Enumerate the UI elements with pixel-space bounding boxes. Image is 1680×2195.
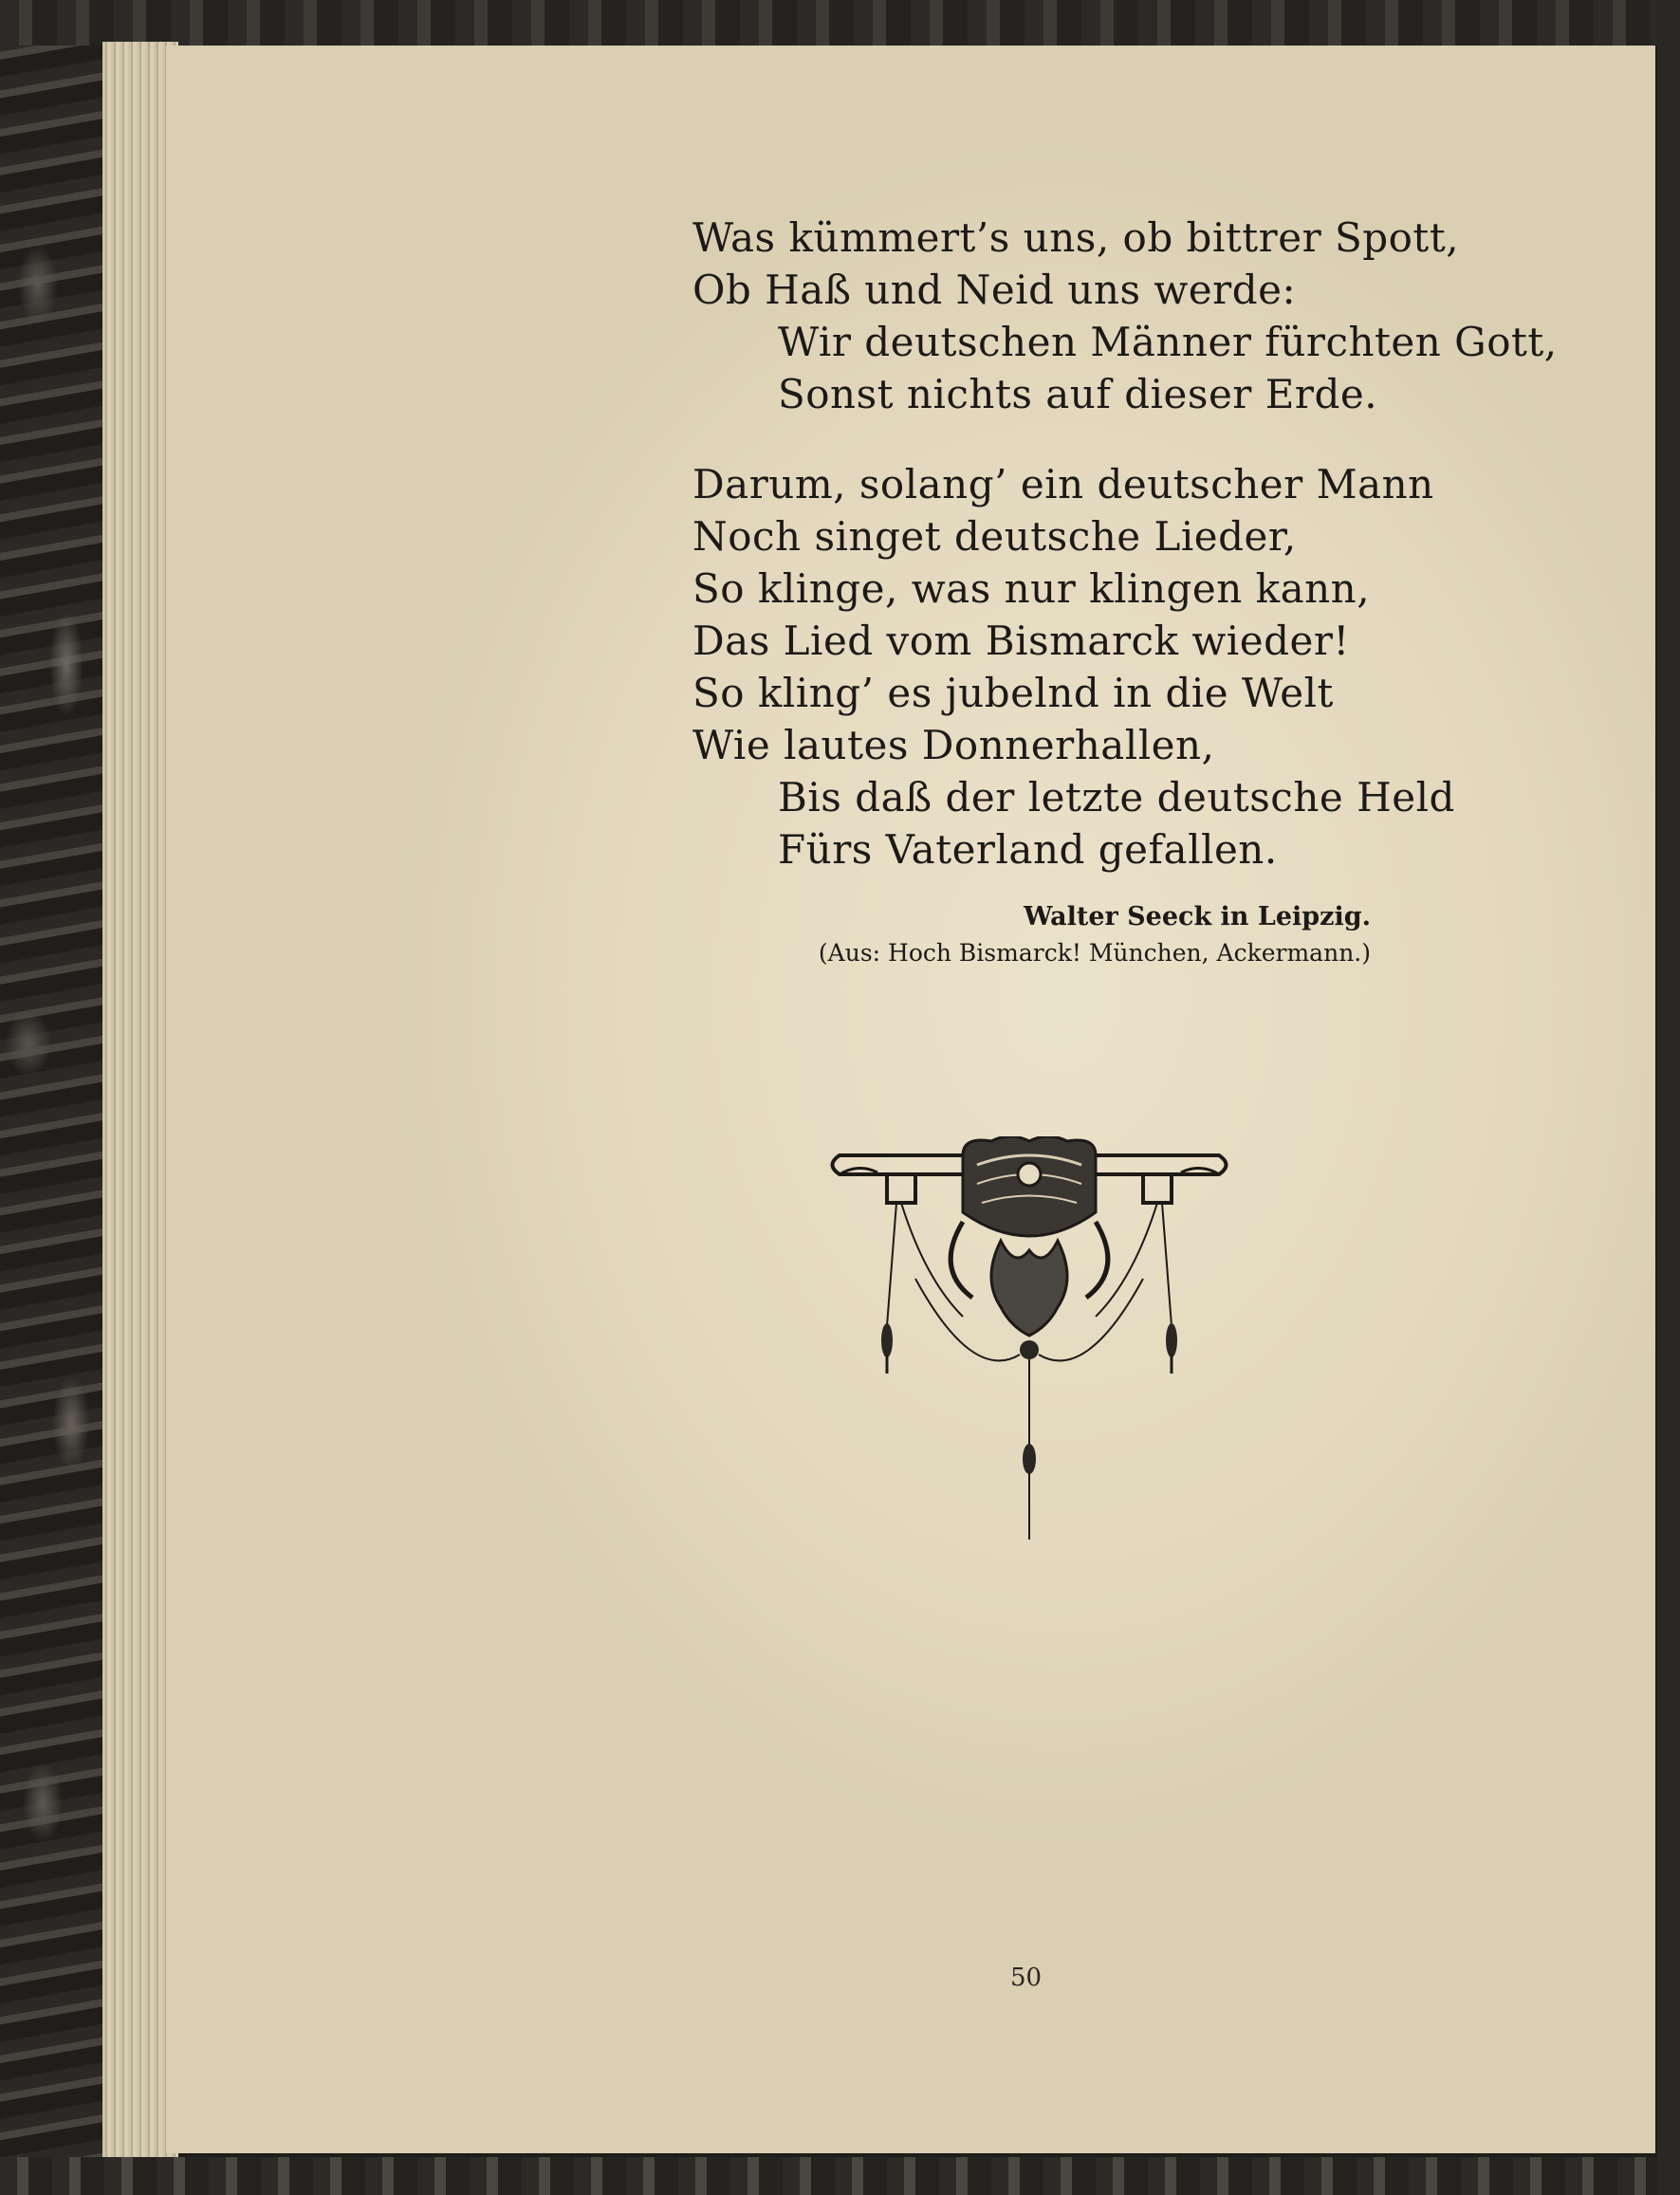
poem-line: Ob Haß und Neid uns werde: [692,267,1297,313]
poem-line: Darum, solang’ ein deutscher Mann [692,461,1434,507]
poem-line: Das Lied vom Bismarck wieder! [692,618,1350,664]
poem-line: Fürs Vaterland gefallen. [778,826,1278,873]
author-credit: Walter Seeck in Leipzig. [1024,902,1371,931]
poem-line: So klinge, was nur klingen kann, [692,565,1371,612]
poem [692,212,1558,913]
marbled-cover-left [0,0,104,2195]
source-credit: (Aus: Hoch Bismarck! München, Ackermann.) [818,939,1371,967]
stanza-2 [692,458,1558,876]
attribution [819,899,1371,971]
poem-line: Wir deutschen Männer fürchten Gott, [778,319,1558,365]
book-page [166,46,1655,2153]
poem-line: Noch singet deutsche Lieder, [692,513,1297,560]
page-number: 50 [1010,1964,1043,1992]
cover-edge-right [1657,0,1680,2195]
poem-line: Bis daß der letzte deutsche Held [778,774,1455,821]
stanza-1 [692,212,1558,420]
poem-line: So kling’ es jubelnd in die Welt [692,670,1334,716]
poem-line: Was kümmert’s uns, ob bittrer Spott, [692,214,1460,261]
cover-edge-top [0,0,1680,46]
ornament-vignette-icon [821,1136,1238,1544]
poem-line: Wie lautes Donnerhallen, [692,722,1215,768]
cover-edge-bottom [0,2157,1680,2195]
poem-line: Sonst nichts auf dieser Erde. [778,371,1378,417]
